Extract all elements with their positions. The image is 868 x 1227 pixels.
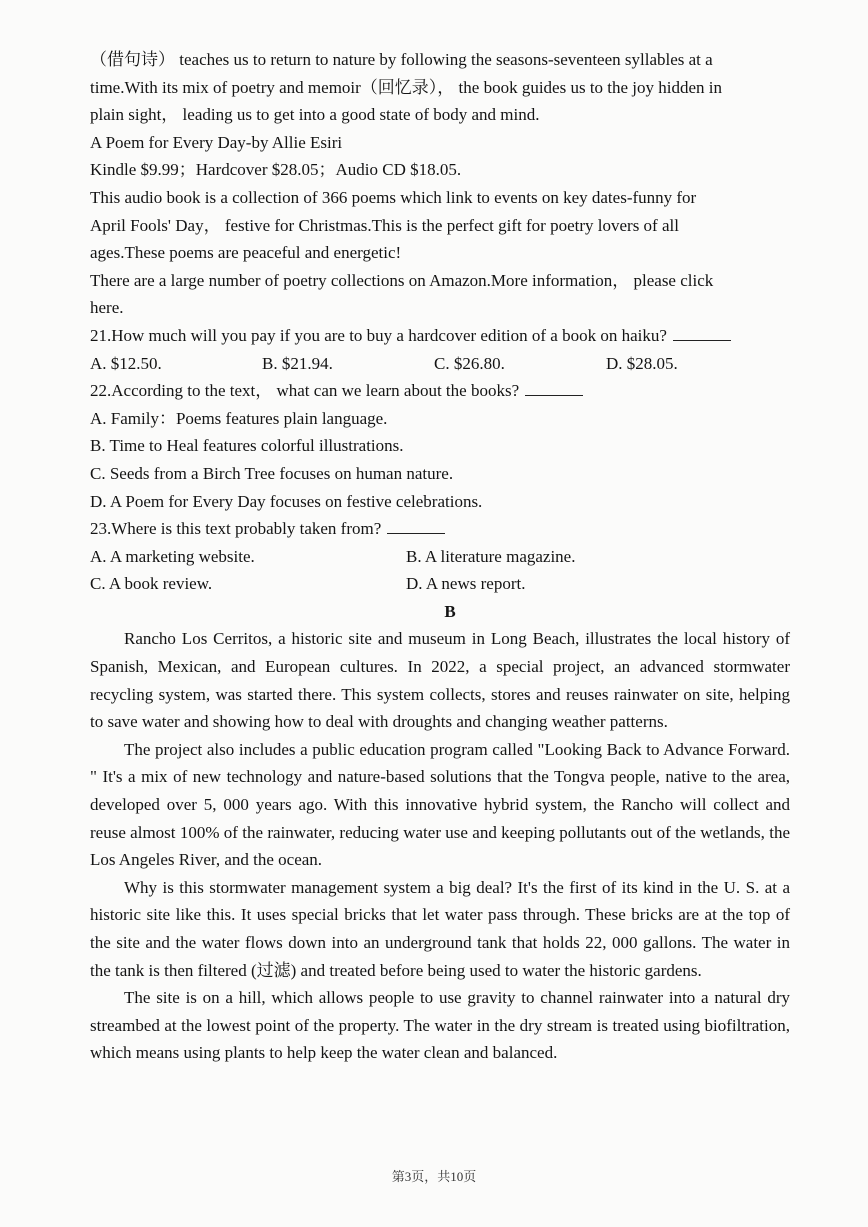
option-c: C. Seeds from a Birch Tree focuses on human nature. [90, 463, 454, 483]
text-line: here. [90, 298, 124, 318]
book-prices: Kindle $9.99；Hardcover $28.05；Audio CD $18.05. [90, 160, 462, 180]
answer-blank[interactable] [387, 519, 445, 534]
option-b: B. $21.94. [262, 353, 333, 373]
answer-blank[interactable] [673, 326, 731, 341]
option-a: A. $12.50. [90, 353, 162, 373]
question-23-options-row1 [90, 543, 790, 571]
passage-paragraph-3: Why is this stormwater management system a big deal? It's the first of its kind in the U. S. at a historic site like this. It uses special bricks that let water pass through. These bricks are at the top of the site and the water flows down into an underground tank that holds 22, 000 gallons. The water in the tank is then filtered (过滤) and treated before being used to water the historic gardens. [90, 877, 790, 980]
question-23-options-row2 [90, 570, 790, 598]
passage-paragraph-2: The project also includes a public education program called "Looking Back to Advance Forward. " It's a mix of new technology and nature-based solutions that the Tongva people, native to the area, developed over 5, 000 years ago. With this innovative hybrid system, the Rancho will collect and reuse almost 100% of the rainwater, reducing water use and keeping pollutants out of the wetlands, the Los Angeles River, and the ocean. [90, 739, 790, 870]
option-d: D. A news report. [406, 574, 526, 594]
question-stem: 21.How much will you pay if you are to buy a hardcover edition of a book on haiku? [90, 325, 667, 345]
page-content [90, 46, 790, 1067]
text-line: There are a large number of poetry collections on Amazon.More information， please click [90, 270, 714, 290]
option-c: C. $26.80. [434, 353, 505, 373]
option-d: D. $28.05. [606, 353, 678, 373]
text-line: （借句诗） teaches us to return to nature by following the seasons-seventeen syllables at a [90, 50, 713, 69]
question-stem: 22.According to the text， what can we learn about the books? [90, 381, 520, 401]
text-line: ages.These poems are peaceful and energetic! [90, 243, 402, 263]
question-21-options [90, 350, 790, 378]
section-label: B [444, 601, 456, 621]
book-title: A Poem for Every Day-by Allie Esiri [90, 132, 343, 152]
passage-paragraph-4: The site is on a hill, which allows people to use gravity to channel rainwater into a natural dry streambed at the lowest point of the property. The water in the dry stream is treated using biofiltration, which means using plants to help keep the water clean and balanced. [90, 988, 790, 1063]
option-d: D. A Poem for Every Day focuses on festive celebrations. [90, 491, 483, 511]
answer-blank[interactable] [525, 381, 583, 396]
option-c: C. A book review. [90, 574, 213, 594]
question-22 [90, 377, 790, 405]
text-line: time.With its mix of poetry and memoir（回忆录）， the book guides us to the joy hidden in [90, 77, 723, 97]
text-line: This audio book is a collection of 366 poems which link to events on key dates-funny for [90, 187, 697, 207]
text-line: April Fools' Day， festive for Christmas.This is the perfect gift for poetry lovers of all [90, 215, 679, 235]
option-a: A. Family：Poems features plain language. [90, 408, 388, 428]
text-line: plain sight， leading us to get into a good state of body and mind. [90, 105, 540, 125]
question-stem: 23.Where is this text probably taken from? [90, 519, 382, 539]
option-a: A. A marketing website. [90, 546, 255, 566]
option-b: B. A literature magazine. [406, 546, 576, 566]
question-23 [90, 515, 790, 543]
question-21 [90, 322, 790, 350]
page-number: 第3页，共10页 [391, 1169, 477, 1184]
passage-paragraph-1: Rancho Los Cerritos, a historic site and museum in Long Beach, illustrates the local history of Spanish, Mexican, and European cultures. In 2022, a special project, an advanced stormwater recycling system, was started there. This system collects, stores and reuses rainwater on site, helping to save water and showing how to deal with droughts and changing weather patterns. [90, 629, 790, 732]
option-b: B. Time to Heal features colorful illustrations. [90, 436, 404, 456]
